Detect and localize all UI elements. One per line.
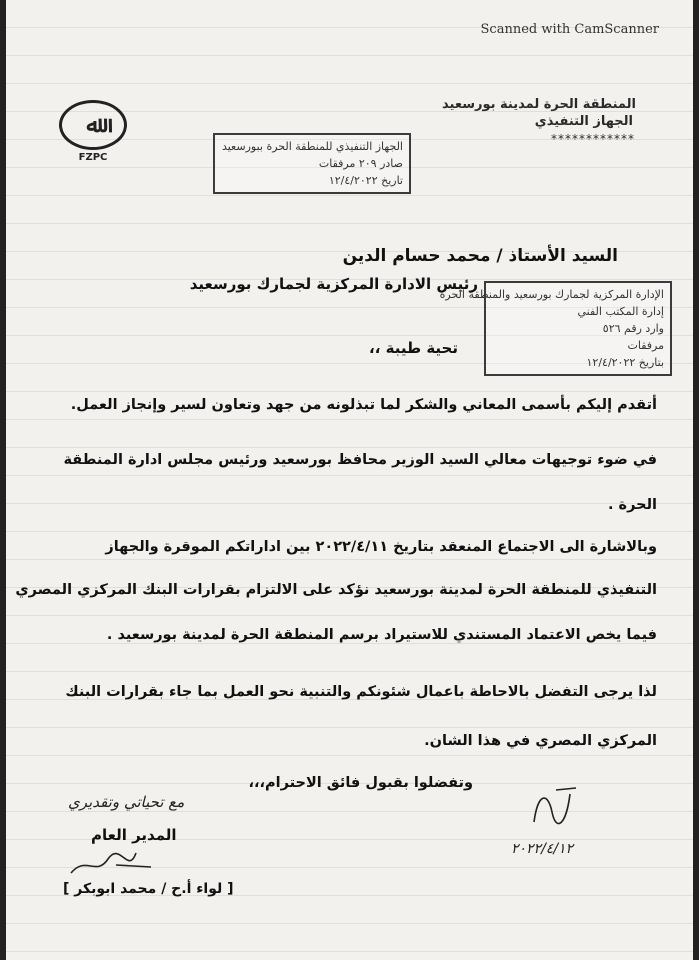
document-page [6,0,693,960]
body-line-1: أتقدم إليكم بأسمى المعاني والشكر لما تبذلونه من جهد وتعاون لسير وإنجاز العمل. [70,397,657,413]
handwritten-date: ٢٠٢٢/٤/١٢ [511,841,574,857]
org-name: المنطقة الحرة لمدينة بورسعيد [442,97,636,112]
signer-name: [ لواء أ.ح / محمد ابوبكر ] [63,881,234,897]
handwritten-initials [526,782,586,832]
body-line-8: المركزي المصري في هذا الشان. [424,733,657,749]
org-department: الجهاز التنفيذي [534,114,633,129]
body-line-4: وبالاشارة الى الاجتماع المنعقد بتاريخ ٢٠٢٢/٤/١١ بين اداراتكم الموقرة والجهاز [105,539,657,555]
logo-abbr: FZPC [78,152,108,163]
logo-emblem-icon: ﷲ [59,100,127,150]
stamp-outgoing-line2: صادر ٢٠٩ مرفقات [318,157,403,171]
stamp-outgoing-line3: تاريخ ١٢/٤/٢٠٢٢ [328,174,403,188]
recipient-name: السيد الأستاذ / محمد حسام الدين [342,246,618,266]
stamp-outgoing-line1: الجهاز التنفيذي للمنطقة الحرة ببورسعيد [221,140,403,153]
stamp-incoming-line3: وارد رقم ٥٢٦ [602,322,664,336]
signature-mark [66,845,156,881]
signature-title: المدير العام [91,826,177,844]
body-line-5: التنفيذي للمنطقة الحرة لمدينة بورسعيد نؤكد على الالتزام بقرارات البنك المركزي المصري [15,582,657,598]
org-stars: ************ [551,132,635,146]
stamp-incoming-line4: مرفقات [627,339,664,353]
handwritten-note: مع تحياتي وتقديري [68,793,185,811]
fzpc-logo [58,100,128,163]
recipient-title: رئيس الادارة المركزية لجمارك بورسعيد [189,275,478,293]
outgoing-stamp [213,133,411,194]
stamp-incoming-line5: بتاريخ ١٢/٤/٢٠٢٢ [586,356,664,370]
stamp-incoming-line1: الإدارة المركزية لجمارك بورسعيد والمنطقة الحرة [439,288,664,301]
closing: وتفضلوا بقبول فائق الاحترام،،، [248,775,473,791]
body-line-2: في ضوء توجيهات معالي السيد الوزير محافظ بورسعيد ورئيس مجلس ادارة المنطقة [63,452,657,468]
stamp-incoming-line2: إدارة المكتب الفني [577,305,664,319]
body-line-3: الحرة . [607,497,657,513]
greeting: تحية طيبة ،، [369,339,458,357]
body-line-7: لذا يرجى التفضل بالاحاطة باعمال شئونكم والتنبية نحو العمل بما جاء بقرارات البنك [65,684,657,700]
incoming-stamp [439,281,672,376]
body-line-6: فيما يخص الاعتماد المستندي للاستيراد برسم المنطقة الحرة لمدينة بورسعيد . [106,627,657,643]
scanner-watermark: Scanned with CamScanner [480,22,659,37]
